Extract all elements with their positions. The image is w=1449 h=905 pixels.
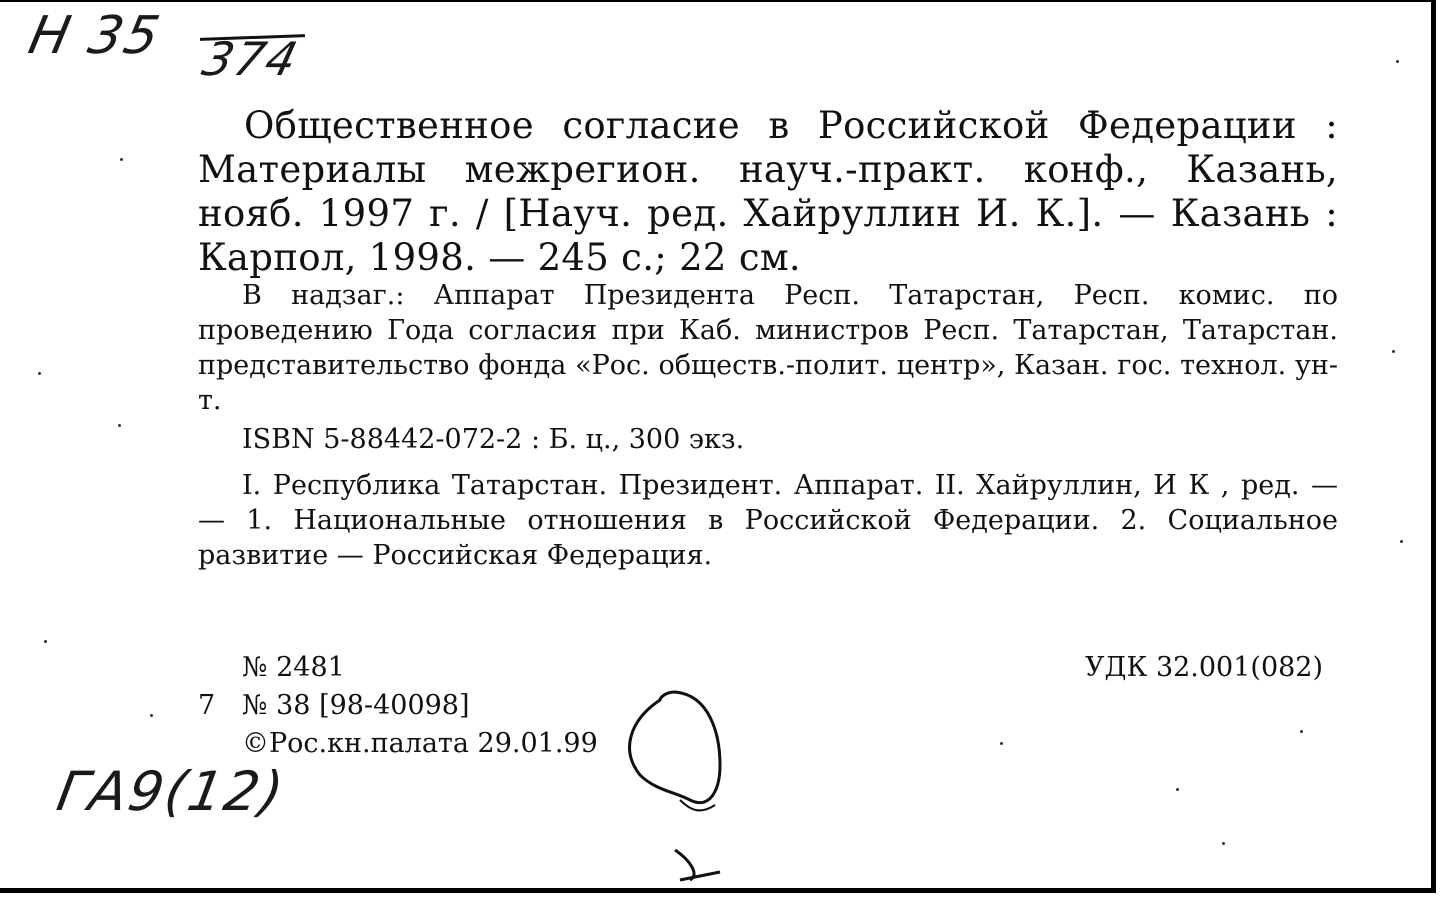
call-number-handwritten: Н 35: [23, 6, 167, 66]
card-number: № 2481: [242, 652, 345, 683]
bibliographic-description: [198, 104, 1338, 280]
call-number-sub-handwritten: 374: [197, 32, 305, 86]
card-prefix-number: 7: [198, 690, 216, 721]
tracings-block: [198, 468, 1338, 573]
note-block: [198, 278, 1338, 418]
speck: [1300, 730, 1303, 733]
handwritten-stamp-mark: [620, 680, 780, 890]
udc-code: УДК 32.001(082): [1085, 652, 1324, 683]
speck: [44, 640, 47, 643]
register-number: № 38 [98-40098]: [242, 690, 470, 721]
speck: [1392, 350, 1395, 353]
title-statement: Общественное согласие в Российской Федерации : Материалы межрегион. науч.-практ. конф., Казань, нояб. 1997 г. / [Науч. ред. Хайруллин И. К.]. — Казань : Карпол, 1998. — 245 с.; 22 см.: [198, 104, 1338, 279]
isbn-line: ISBN 5-88442-072-2 : Б. ц., 300 экз.: [242, 424, 745, 455]
tracings-text: I. Республика Татарстан. Президент. Аппарат. II. Хайруллин, И К , ред. — — 1. Национальные отношения в Российской Федерации. 2. Социальное развитие — Российская Федерация.: [198, 470, 1338, 571]
speck: [1000, 742, 1003, 745]
header-note: В надзаг.: Аппарат Президента Респ. Татарстан, Респ. комис. по проведению Года согласия при Каб. министров Респ. Татарстан, Татарстан. представительство фонда «Рос. обществ.-полит. центр», Казан. гос. технол. ун-т.: [198, 280, 1338, 416]
speck: [1396, 60, 1399, 63]
speck: [1222, 842, 1225, 845]
speck: [38, 372, 41, 375]
speck: [1400, 540, 1403, 543]
speck: [120, 158, 123, 161]
shelf-mark-handwritten: ГА9(12): [52, 760, 290, 823]
speck: [118, 424, 121, 427]
book-chamber-line: ©Рос.кн.палата 29.01.99: [242, 728, 598, 759]
speck: [1176, 788, 1179, 791]
speck: [150, 714, 153, 717]
